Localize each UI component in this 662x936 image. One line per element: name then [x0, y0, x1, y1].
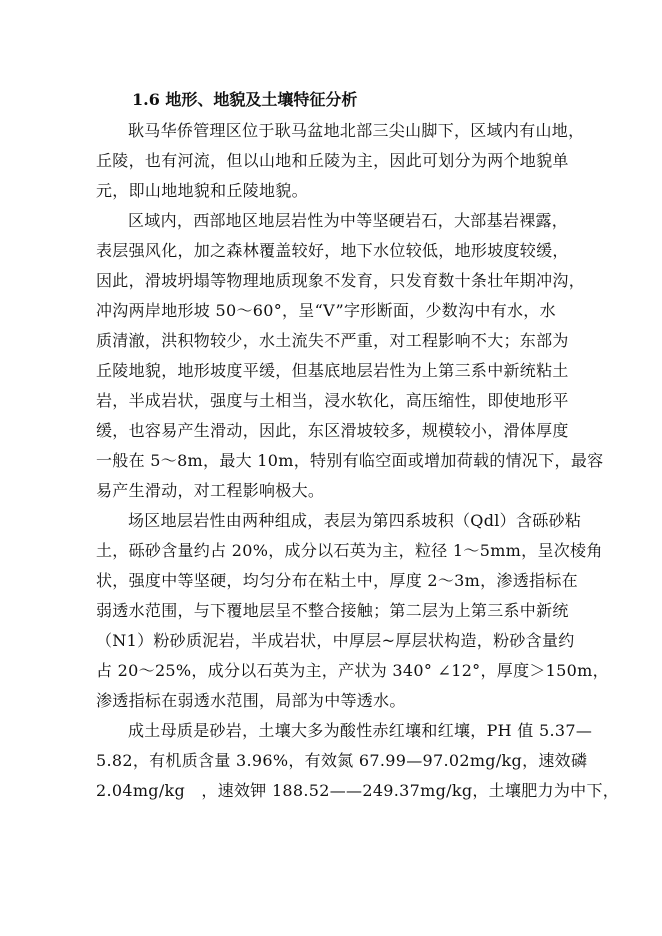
text-line: 缓，也容易产生滑动，因此，东区滑坡较多，规模较小，滑体厚度: [96, 421, 569, 440]
text-line: （N1）粉砂质泥岩，半成岩状，中厚层~厚层状构造，粉砂含量约: [96, 631, 575, 650]
text-line: 易产生滑动，对工程影响极大。: [96, 481, 325, 500]
text-line: 质清澈，洪积物较少，水土流失不严重，对工程影响不大；东部为: [96, 331, 569, 350]
text-line: 场区地层岩性由两种组成，表层为第四系坡积（Qdl）含砾砂粘: [128, 511, 582, 530]
text-line: 冲沟两岸地形坡 50～60°，呈“V”字形断面，少数沟中有水，水: [96, 301, 556, 320]
text-line: 土，砾砂含量约占 20%，成分以石英为主，粒径 1～5mm，呈次棱角: [96, 541, 603, 560]
text-line: 区域内，西部地区地层岩性为中等坚硬岩石，大部基岩裸露，: [128, 211, 569, 230]
text-line: 状，强度中等坚硬，均匀分布在粘土中，厚度 2～3m，渗透指标在: [96, 571, 578, 590]
text-line: 渗透指标在弱透水范围，局部为中等透水。: [96, 691, 406, 710]
text-line: 丘陵地貌，地形坡度平缓，但基底地层岩性为上第三系中新统粘土: [96, 361, 569, 380]
text-line: 元，即山地地貌和丘陵地貌。: [96, 181, 308, 200]
text-line: 耿马华侨管理区位于耿马盆地北部三尖山脚下，区域内有山地，: [128, 121, 585, 140]
text-line: 表层强风化，加之森林覆盖较好，地下水位较低，地形坡度较缓，: [96, 241, 569, 260]
text-line: 丘陵，也有河流，但以山地和丘陵为主，因此可划分为两个地貌单: [96, 151, 569, 170]
text-line: 弱透水范围，与下覆地层呈不整合接触；第二层为上第三系中新统: [96, 601, 569, 620]
section-heading: 1.6 地形、地貌及土壤特征分析: [132, 90, 358, 109]
text-line: 成土母质是砂岩，土壤大多为酸性赤红壤和红壤，PH 值 5.37—: [128, 721, 593, 740]
text-line: 占 20～25%，成分以石英为主，产状为 340° ∠12°，厚度＞150m，: [96, 661, 609, 680]
paragraph-landforms: [96, 116, 585, 206]
paragraph-site-strata: [96, 506, 609, 716]
text-line: 因此，滑坡坍塌等物理地质现象不发育，只发育数十条壮年期冲沟，: [96, 271, 586, 290]
text-line: 2.04mg/kg ，速效钾 188.52——249.37mg/kg，土壤肥力为中下，: [96, 781, 620, 800]
text-line: 岩，半成岩状，强度与土相当，浸水软化，高压缩性，即使地形平: [96, 391, 569, 410]
text-line: 5.82，有机质含量 3.96%，有效氮 67.99—97.02mg/kg，速效磷: [96, 751, 588, 770]
text-line: 一般在 5～8m，最大 10m，特别有临空面或增加荷载的情况下，最容: [96, 451, 604, 470]
paragraph-regional-geology: [96, 206, 604, 506]
paragraph-soil: [96, 716, 620, 806]
body-text: [96, 116, 620, 806]
